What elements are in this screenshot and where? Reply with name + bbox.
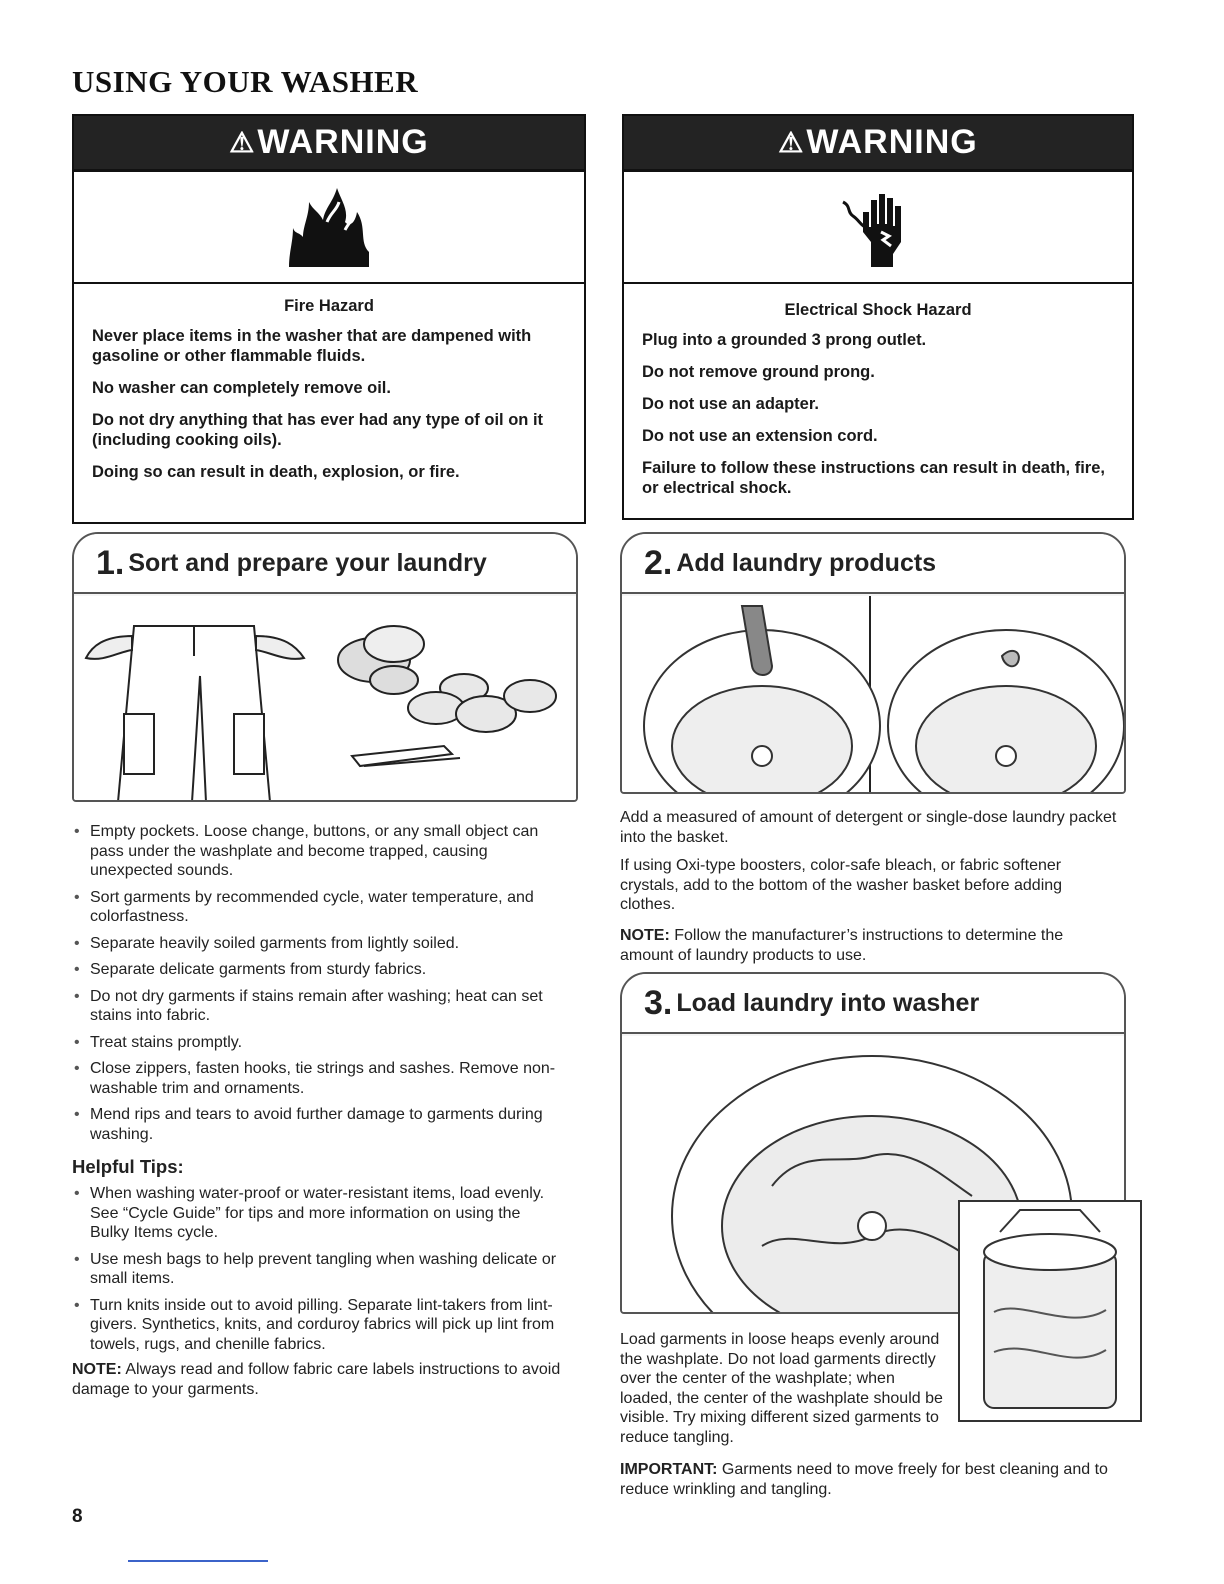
electrical-warning-box	[622, 114, 1134, 520]
warning-header: ⚠ WARNING	[74, 116, 584, 172]
load-inset-illustration	[958, 1200, 1142, 1422]
step1-bullet-list	[72, 822, 572, 1151]
warning-line: Do not remove ground prong.	[642, 363, 875, 381]
add-detergent-illustration	[622, 596, 1124, 792]
pants-illustration	[86, 626, 304, 802]
step2-title: 2. Add laundry products	[622, 534, 1124, 594]
warning-line: Never place items in the washer that are dampened with gasoline or other flammable fluids.	[92, 327, 532, 365]
warning-line: Do not use an adapter.	[642, 395, 819, 413]
page-title: USING YOUR WASHER	[72, 64, 419, 99]
step3-title: 3. Load laundry into washer	[622, 974, 1124, 1034]
list-item: • Separate heavily soiled garments from lightly soiled.	[72, 934, 572, 954]
safety-pins-illustration	[352, 746, 460, 766]
warning-line: Do not dry anything that has ever had any type of oil on it (including cooking oils).	[92, 411, 544, 449]
washer-basket-right	[888, 630, 1124, 794]
list-item: • Mend rips and tears to avoid further damage to garments during washing.	[72, 1105, 572, 1144]
washer-basket-left	[644, 606, 880, 794]
list-item: • Sort garments by recommended cycle, water temperature, and colorfastness.	[72, 888, 572, 927]
warning-triangle-icon: ⚠	[229, 127, 256, 158]
step3-important: IMPORTANT: Garments need to move freely for best cleaning and to reduce wrinkling and tangling.	[620, 1461, 1108, 1498]
buttons-illustration	[408, 674, 556, 732]
list-item: • Treat stains promptly.	[72, 1033, 572, 1053]
list-item: • Turn knits inside out to avoid pilling. Separate lint-takers from lint-givers. Synthetics, knits, and corduroy fabrics will pick up lint from towels, rugs, and chenille fabrics.	[72, 1296, 562, 1355]
warning-triangle-icon: ⚠	[778, 127, 805, 158]
step2-paragraph-1: Add a measured of amount of detergent or single-dose laundry packet into the basket.	[620, 809, 1117, 846]
warning-line: Failure to follow these instructions can result in death, fire, or electrical shock.	[642, 459, 1105, 497]
list-item: • When washing water-proof or water-resistant items, load evenly. See “Cycle Guide” for tips and more information on using the Bulky Items cycle.	[72, 1184, 562, 1243]
step1-note: NOTE: Always read and follow fabric care labels instructions to avoid damage to your garments.	[72, 1361, 561, 1398]
warning-line: Doing so can result in death, explosion, or fire.	[92, 463, 460, 481]
footer-rule	[128, 1560, 268, 1562]
list-item: • Empty pockets. Loose change, buttons, or any small object can pass under the washplate and become trapped, causing unexpected sounds.	[72, 822, 572, 881]
list-item: • Close zippers, fasten hooks, tie strings and sashes. Remove non-washable trim and ornaments.	[72, 1059, 572, 1098]
fire-warning-box	[72, 114, 586, 524]
step3-paragraph: Load garments in loose heaps evenly around the washplate. Do not load garments directly over the center of the washplate; when loaded, the center of the washplate should be visible. Try mixing different sized garments to reduce tangling.	[620, 1331, 943, 1446]
coins-illustration	[338, 626, 424, 694]
list-item: • Use mesh bags to help prevent tangling when washing delicate or small items.	[72, 1250, 562, 1289]
warning-header: ⚠ WARNING	[624, 116, 1132, 172]
warning-line: Do not use an extension cord.	[642, 427, 878, 445]
step1-panel	[72, 532, 578, 802]
page-number: 8	[72, 1506, 83, 1527]
helpful-tips-list	[72, 1184, 562, 1361]
fire-icon	[74, 172, 584, 284]
hazard-title: Fire Hazard	[284, 297, 374, 315]
step2-panel	[620, 532, 1126, 794]
step2-note: NOTE: Follow the manufacturer’s instructions to determine the amount of laundry products to use.	[620, 927, 1064, 964]
laundry-illustration	[74, 596, 576, 800]
step1-title: 1. Sort and prepare your laundry	[74, 534, 576, 594]
warning-line: No washer can completely remove oil.	[92, 379, 391, 397]
helpful-tips-heading: Helpful Tips:	[72, 1156, 184, 1177]
warning-line: Plug into a grounded 3 prong outlet.	[642, 331, 927, 349]
list-item: • Do not dry garments if stains remain after washing; heat can set stains into fabric.	[72, 987, 572, 1026]
electric-shock-hand-icon	[624, 172, 1132, 284]
hazard-title: Electrical Shock Hazard	[784, 301, 972, 319]
step2-paragraph-2: If using Oxi-type boosters, color-safe bleach, or fabric softener crystals, add to the bottom of the washer basket before adding clothes.	[620, 857, 1063, 913]
list-item: • Separate delicate garments from sturdy fabrics.	[72, 960, 572, 980]
